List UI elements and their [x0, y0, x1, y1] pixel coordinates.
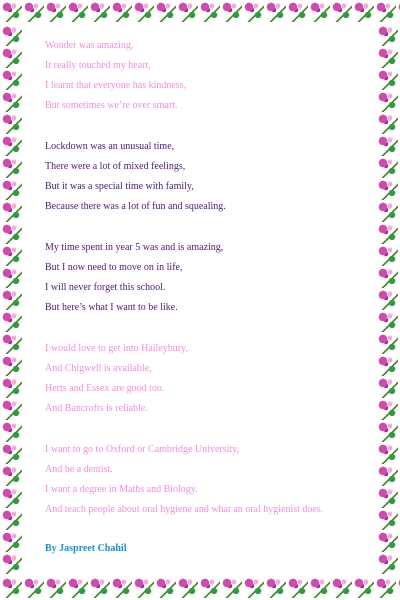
poem-line: Herts and Essex are good too.	[45, 383, 165, 394]
flower-border-left	[0, 24, 24, 576]
flower-border-top	[0, 0, 400, 24]
stanza-2	[45, 137, 365, 217]
flower-border-right	[376, 24, 400, 576]
poem-line: I will never forget this school.	[45, 282, 166, 293]
poem-line: Because there was a lot of fun and squealing.	[45, 201, 226, 212]
poem-line: And Bancrofts is reliable.	[45, 403, 148, 414]
poem-content	[45, 36, 365, 559]
poem-line: But sometimes we’re over smart.	[45, 100, 178, 111]
poem-line: My time spent in year 5 was and is amazing,	[45, 242, 224, 253]
poem-line: Lockdown was an unusual time,	[45, 141, 175, 152]
stanza-3	[45, 238, 365, 318]
poem-line: I would love to get into Haileybury,	[45, 343, 188, 354]
stanza-5	[45, 440, 365, 520]
poem-line: I want a degree in Maths and Biology.	[45, 484, 198, 495]
poem-line: It really touched my heart,	[45, 60, 151, 71]
poem-line: And be a dentist.	[45, 464, 113, 475]
poem-line: There were a lot of mixed feelings,	[45, 161, 186, 172]
poem-line: I learnt that everyone has kindness,	[45, 80, 187, 91]
poem-line: But here’s what I want to be like.	[45, 302, 178, 313]
poem-line: I want to go to Oxford or Cambridge University,	[45, 444, 240, 455]
author-signature: By Jaspreet Chahil	[45, 543, 127, 554]
stanza-4	[45, 339, 365, 419]
stanza-1	[45, 36, 365, 116]
flower-border-bottom	[0, 576, 400, 600]
poem-line: And teach people about oral hygiene and what an oral hygienist does.	[45, 504, 324, 515]
poem-line: And Chigwell is available,	[45, 363, 152, 374]
poem-line: But I now need to move on in life,	[45, 262, 183, 273]
poem-line: Wonder was amazing,	[45, 40, 134, 51]
poem-line: But it was a special time with family,	[45, 181, 194, 192]
